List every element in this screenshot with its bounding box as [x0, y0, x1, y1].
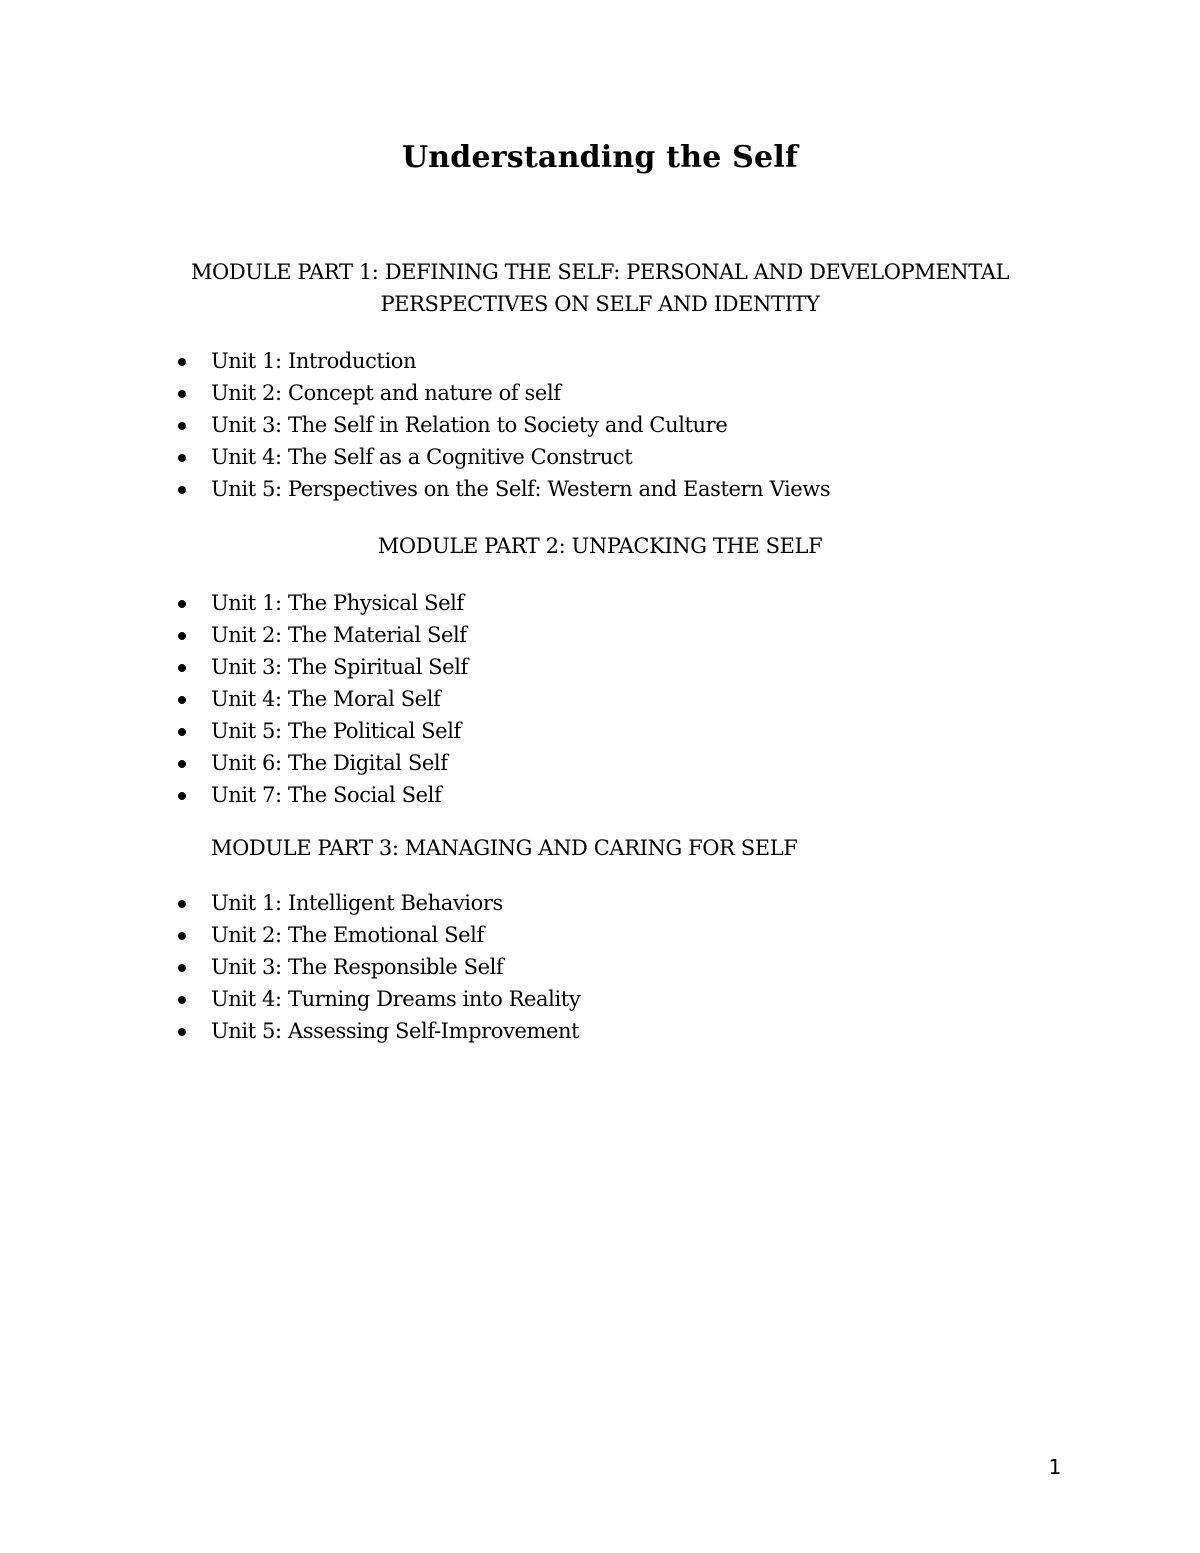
- list-item: [0, 779, 1200, 811]
- list-item: [0, 747, 1200, 779]
- list-item: [0, 951, 1200, 983]
- bullet-icon: [178, 696, 186, 704]
- bullet-icon: [178, 454, 186, 462]
- module-3-heading-line-1: MODULE PART 3: MANAGING AND CARING FOR SELF: [211, 836, 798, 860]
- unit-label: Unit 5: Perspectives on the Self: Western and Eastern Views: [211, 477, 831, 501]
- page-number: 1: [1048, 1455, 1062, 1479]
- unit-label: Unit 4: Turning Dreams into Reality: [211, 987, 581, 1011]
- module-1-heading-line-1: MODULE PART 1: DEFINING THE SELF: PERSONAL AND DEVELOPMENTAL: [190, 260, 1010, 284]
- list-item: [0, 441, 1200, 473]
- module-1-unit-list: [0, 345, 1200, 505]
- bullet-icon: [178, 664, 186, 672]
- module-3-unit-list: [0, 887, 1200, 1047]
- module-2-heading-line-1: MODULE PART 2: UNPACKING THE SELF: [377, 534, 823, 558]
- bullet-icon: [178, 358, 186, 366]
- bullet-icon: [178, 792, 186, 800]
- bullet-icon: [178, 422, 186, 430]
- unit-label: Unit 1: The Physical Self: [211, 591, 464, 615]
- unit-label: Unit 7: The Social Self: [211, 783, 442, 807]
- page-title: Understanding the Self: [401, 140, 799, 175]
- list-item: [0, 377, 1200, 409]
- module-2-unit-list: [0, 587, 1200, 811]
- list-item: [0, 409, 1200, 441]
- list-item: [0, 345, 1200, 377]
- unit-label: Unit 3: The Self in Relation to Society and Culture: [211, 413, 728, 437]
- list-item: [0, 1015, 1200, 1047]
- unit-label: Unit 4: The Moral Self: [211, 687, 441, 711]
- bullet-icon: [178, 632, 186, 640]
- unit-label: Unit 2: The Material Self: [211, 623, 467, 647]
- bullet-icon: [178, 964, 186, 972]
- list-item: [0, 619, 1200, 651]
- unit-label: Unit 5: The Political Self: [211, 719, 461, 743]
- list-item: [0, 587, 1200, 619]
- module-1-heading: [140, 256, 1060, 320]
- unit-label: Unit 5: Assessing Self-Improvement: [211, 1019, 580, 1043]
- module-1-heading-line-2: PERSPECTIVES ON SELF AND IDENTITY: [380, 292, 820, 316]
- list-item: [0, 919, 1200, 951]
- bullet-icon: [178, 760, 186, 768]
- unit-label: Unit 6: The Digital Self: [211, 751, 448, 775]
- bullet-icon: [178, 486, 186, 494]
- unit-label: Unit 4: The Self as a Cognitive Construct: [211, 445, 633, 469]
- unit-label: Unit 1: Introduction: [211, 349, 417, 373]
- module-3-heading: [211, 832, 1111, 864]
- module-2-heading: [140, 530, 1060, 562]
- unit-label: Unit 3: The Responsible Self: [211, 955, 504, 979]
- bullet-icon: [178, 600, 186, 608]
- unit-label: Unit 3: The Spiritual Self: [211, 655, 468, 679]
- bullet-icon: [178, 900, 186, 908]
- list-item: [0, 983, 1200, 1015]
- unit-label: Unit 2: The Emotional Self: [211, 923, 484, 947]
- unit-label: Unit 2: Concept and nature of self: [211, 381, 561, 405]
- bullet-icon: [178, 728, 186, 736]
- list-item: [0, 715, 1200, 747]
- list-item: [0, 651, 1200, 683]
- bullet-icon: [178, 390, 186, 398]
- list-item: [0, 683, 1200, 715]
- list-item: [0, 473, 1200, 505]
- bullet-icon: [178, 932, 186, 940]
- list-item: [0, 887, 1200, 919]
- bullet-icon: [178, 996, 186, 1004]
- bullet-icon: [178, 1028, 186, 1036]
- unit-label: Unit 1: Intelligent Behaviors: [211, 891, 503, 915]
